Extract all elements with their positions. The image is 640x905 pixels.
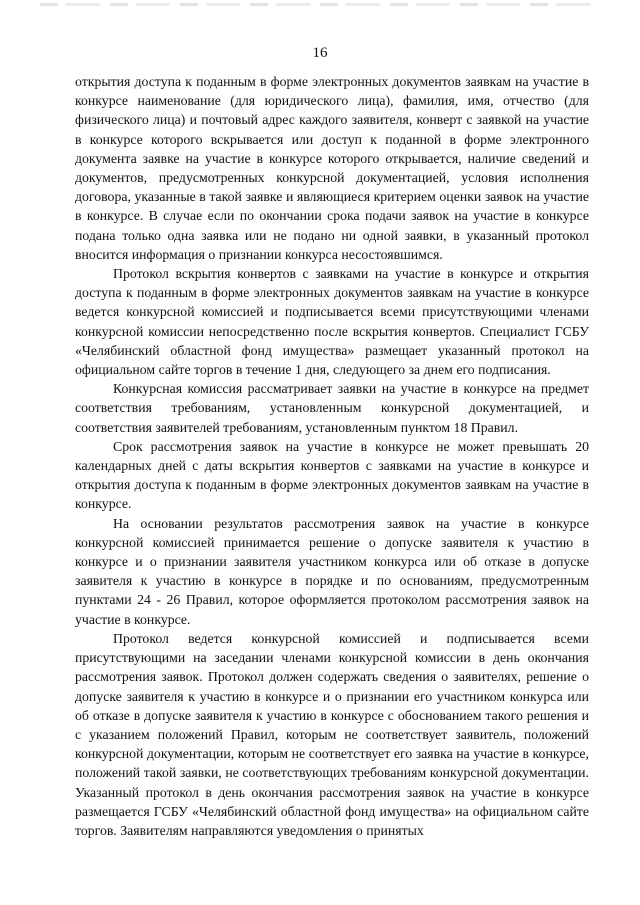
paragraph-continuation: открытия доступа к поданным в форме электронных документов заявкам на участие в конкурсе наименование (для юридического лица), фамилия, имя, отчество (для физического лица) и почтовый адрес каждого заявителя, конверт с заявкой на участие в конкурсе которого вскрывается или доступ к поданной в форме электронного документа заявке на участие в конкурсе которого открывается, наличие сведений и документов, предусмотренных конкурсной документацией, условия исполнения договора, указанные в такой заявке и являющиеся критерием оценки заявок на участие в конкурсе. В случае если по окончании срока подачи заявок на участие в конкурсе подана только одна заявка или не подано ни одной заявки, в указанный протокол вносится информация о признании конкурса несостоявшимся. bbox=[75, 74, 589, 262]
paragraph-review-protocol: Протокол ведется конкурсной комиссией и подписывается всеми присутствующими на заседании членами конкурсной комиссии в день окончания рассмотрения заявок. Протокол должен содержать сведения о заявителях, решение о допуске заявителя к участию в конкурсе и о признании его участником конкурса или об отказе в допуске заявителя к участию в конкурсе с обоснованием такого решения и с указанием положений Правил, которым не соответствует заявитель, положений конкурсной документации, которым не соответствует его заявка на участие в конкурсе, положений такой заявки, не соответствующих требованиям конкурсной документации. Указанный протокол в день окончания рассмотрения заявок на участие в конкурсе размещается ГСБУ «Челябинский областной фонд имущества» на официальном сайте торгов. Заявителям направляются уведомления о принятых bbox=[75, 630, 589, 838]
document-body bbox=[75, 72, 589, 840]
page-number: 16 bbox=[312, 45, 328, 61]
paragraph-opening-protocol: Протокол вскрытия конвертов с заявками на участие в конкурсе и открытия доступа к поданным в форме электронных документов заявкам на участие в конкурсе ведется конкурсной комиссией и подписывается всеми присутствующими членами конкурсной комиссии непосредственно после вскрытия конвертов. Специалист ГСБУ «Челябинский областной фонд имущества» размещает указанный протокол на официальном сайте торгов в течение 1 дня, следующего за днем его подписания. bbox=[75, 266, 589, 378]
paragraph-review-term: Срок рассмотрения заявок на участие в конкурсе не может превышать 20 календарных дней с даты вскрытия конвертов с заявками на участие в конкурсе и открытия доступа к поданным в форме электронных документов заявкам на участие в конкурсе. bbox=[75, 438, 589, 512]
paragraph-admission-decision: На основании результатов рассмотрения заявок на участие в конкурсе конкурсной комиссией принимается решение о допуске заявителя к участию в конкурсе и о признании заявителя участником конкурса или об отказе в допуске заявителя к участию в конкурсе в порядке и по основаниям, предусмотренным пунктами 24 - 26 Правил, которое оформляется протоколом рассмотрения заявок на участие в конкурсе. bbox=[75, 515, 589, 627]
scan-edge-artifact bbox=[40, 3, 600, 6]
paragraph-commission-review: Конкурсная комиссия рассматривает заявки на участие в конкурсе на предмет соответствия требованиям, установленным конкурсной документацией, и соответствия заявителей требованиям, установленным пунктом 18 Правил. bbox=[75, 381, 589, 435]
